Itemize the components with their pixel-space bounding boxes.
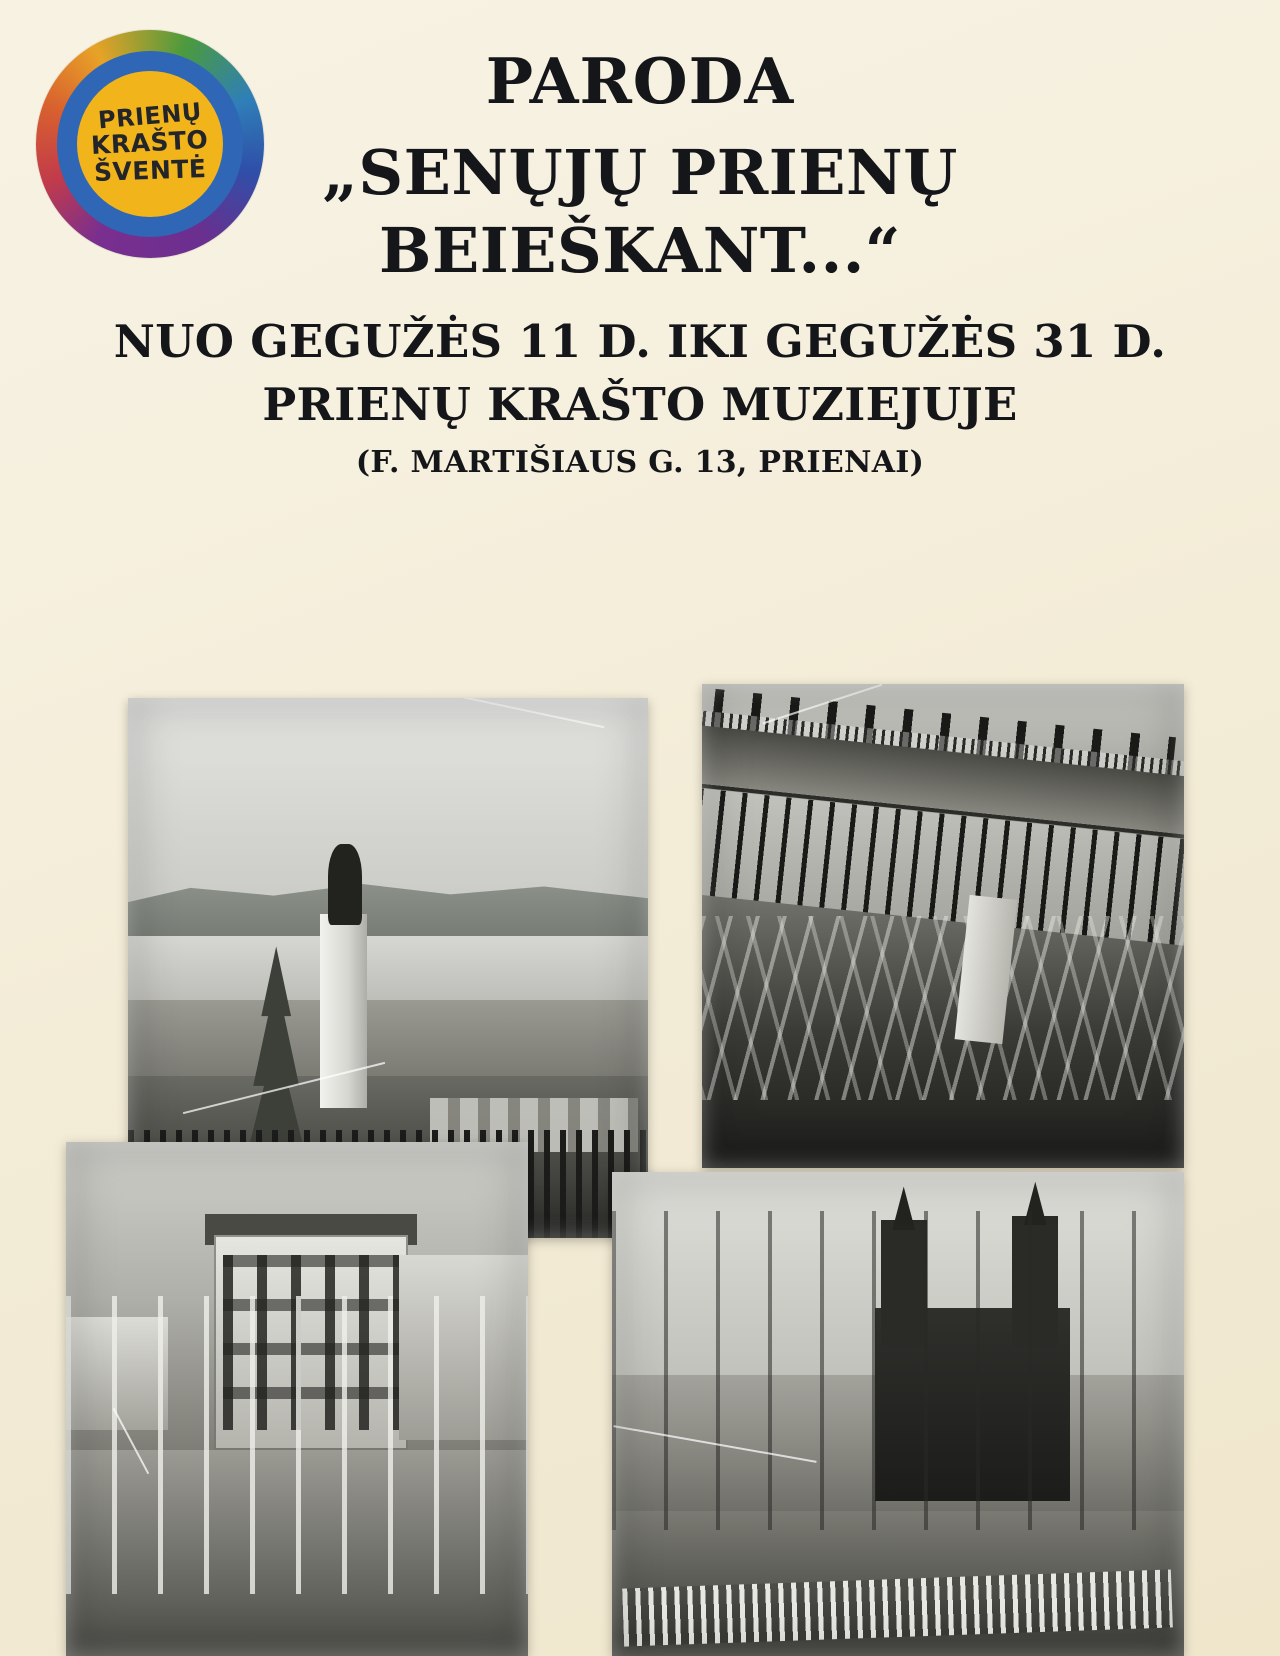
photo-church [612,1172,1184,1656]
logo-line-2: KRAŠTO [90,125,210,161]
logo-line-3: ŠVENTĖ [93,154,207,188]
heading-block [0,44,1280,480]
poster-venue: PRIENŲ KRAŠTO MUZIEJUJE [262,378,1018,431]
poster-dates: NUO GEGUŽĖS 11 D. IKI GEGUŽĖS 31 D. [113,315,1167,368]
photo-monument-pedestal [320,914,367,1108]
logo-line-1: PRIENŲ [96,97,203,134]
photo-church-trees [612,1211,1184,1530]
photo-monument-statue [328,844,362,925]
poster-title-line-2: BEIEŠKANT...“ [379,213,901,287]
photo-street [66,1142,528,1656]
photo-bridge [702,684,1184,1168]
poster-title-line-1: „SENŲJŲ PRIENŲ [322,136,958,209]
poster-details [0,315,1280,480]
photo-bridge-piles [702,916,1184,1100]
poster-kicker: PARODA [485,44,795,118]
photo-monument-sky [128,698,648,903]
poster-address: (F. MARTIŠIAUS G. 13, PRIENAI) [355,445,925,480]
photo-monument-river [128,936,648,1006]
photo-street-trees [66,1296,528,1594]
photo-monument-bank [128,1000,648,1086]
